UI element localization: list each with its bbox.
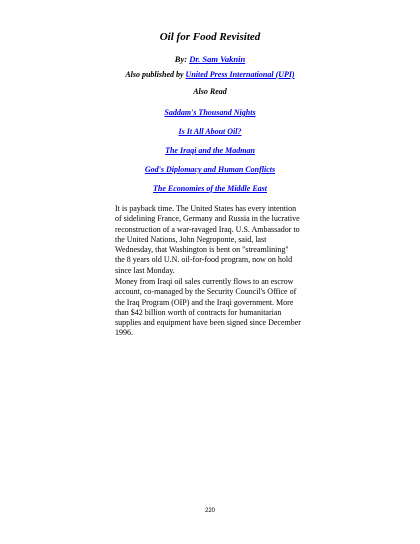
related-link-text[interactable]: The Iraqi and the Madman: [165, 146, 255, 155]
related-link-text[interactable]: The Economies of the Middle East: [153, 184, 267, 193]
author-link[interactable]: Dr. Sam Vaknin: [189, 54, 246, 64]
paragraph-line: account, co-managed by the Security Council's Office of: [115, 287, 297, 297]
body-paragraph-1: [115, 204, 315, 276]
related-link-diplomacy[interactable]: [0, 165, 420, 174]
related-link-economies[interactable]: [0, 184, 420, 193]
paragraph-line: of sidelining France, Germany and Russia in the lucrative: [115, 214, 300, 224]
related-link-text[interactable]: God's Diplomacy and Human Conflicts: [144, 165, 276, 174]
related-link-oil[interactable]: [0, 127, 420, 136]
byline: [0, 54, 420, 64]
paragraph-line: the 8 years old U.N. oil-for-food program, now on hold: [115, 255, 293, 265]
published-prefix: Also published by: [125, 70, 186, 79]
paragraph-line: It is payback time. The United States has every intention: [115, 204, 297, 213]
paragraph-line: Money from Iraqi oil sales currently flows to an escrow: [115, 277, 294, 286]
page-number: 220: [204, 508, 215, 514]
body-paragraph-2: [115, 277, 315, 339]
paragraph-line: reconstruction of a war-ravaged Iraq. U.S. Ambassador to: [115, 224, 300, 234]
related-link-madman[interactable]: [0, 146, 420, 155]
paragraph-line: than $42 billion worth of contracts for humanitarian: [115, 307, 282, 317]
paragraph-line: the Iraq Program (OIP) and the Iraqi government. More: [115, 297, 294, 307]
article-title: Oil for Food Revisited: [159, 31, 261, 43]
related-link-saddam[interactable]: [0, 108, 420, 117]
paragraph-line: Wednesday, that Washington is bent on "streamlining": [115, 245, 289, 255]
paragraph-line: the United Nations, John Negroponte, said, last: [115, 234, 267, 244]
paragraph-line: 1996.: [115, 328, 133, 338]
paragraph-line: since last Monday.: [115, 265, 175, 275]
publisher-link[interactable]: United Press International (UPI): [185, 70, 295, 79]
related-link-text[interactable]: Saddam's Thousand Nights: [164, 108, 256, 117]
related-link-text[interactable]: Is It All About Oil?: [178, 127, 242, 136]
published-note: [0, 70, 420, 79]
byline-prefix: By:: [174, 54, 190, 64]
also-read-heading: Also Read: [193, 87, 227, 96]
paragraph-line: supplies and equipment have been signed since December: [115, 318, 301, 328]
